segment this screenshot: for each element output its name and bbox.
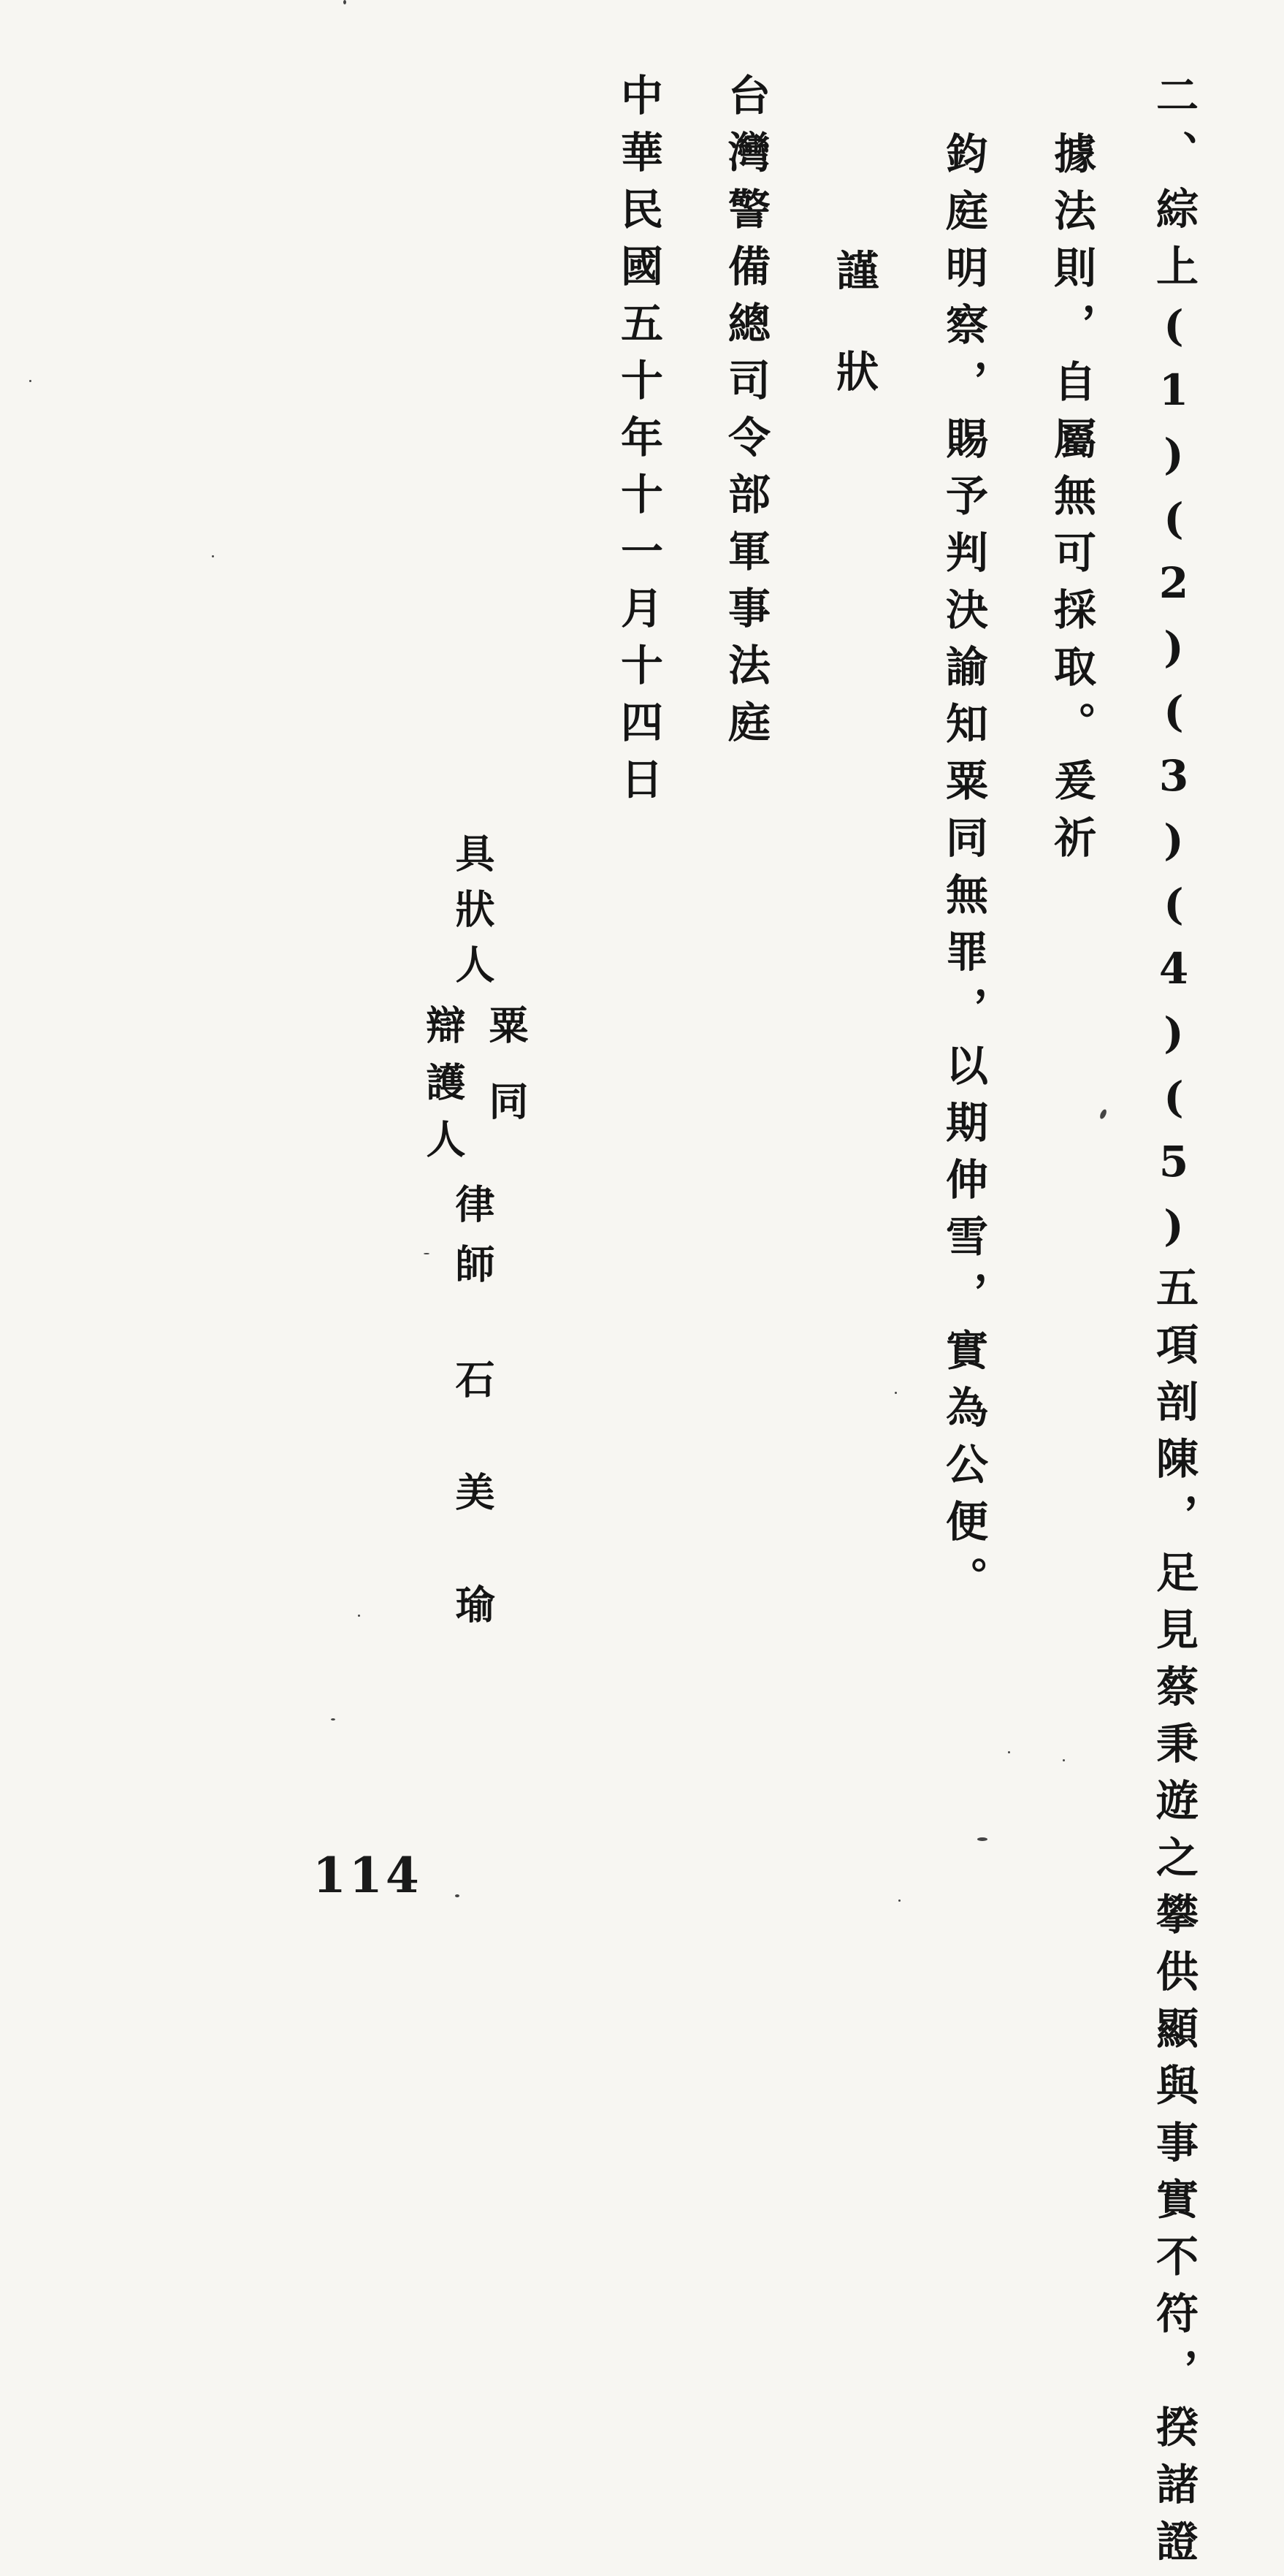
text-column-1: 二、綜上(1)(2)(3)(4)(5)五項剖陳，足見蔡秉遊之攀供顯與事實不符，揆諸證 — [1149, 73, 1199, 2576]
scan-speck — [424, 1253, 429, 1254]
scan-speck — [977, 1837, 987, 1841]
scan-speck — [1098, 1108, 1107, 1120]
scan-speck — [212, 555, 214, 557]
scan-speck — [1063, 1759, 1065, 1761]
scan-speck — [29, 380, 31, 382]
petitioner-label: 具狀人 — [449, 833, 496, 999]
scan-speck — [1008, 1751, 1010, 1753]
closing-phrase: 謹狀 — [829, 248, 879, 450]
scan-speck — [898, 1899, 901, 1902]
attorney-label: 辯護人 — [420, 1005, 467, 1175]
text-column-2: 據法則，自屬無可採取。爰祈 — [1047, 132, 1096, 872]
attorney-name: 石美瑜 — [449, 1359, 496, 1696]
court-addressee: 台灣警備總司令部軍事法庭 — [721, 73, 771, 757]
scan-speck — [343, 0, 346, 4]
text-column-3: 鈞庭明察，賜予判決諭知粟同無罪，以期伸雪，實為公便。 — [939, 132, 988, 1613]
scan-speck — [331, 1718, 335, 1720]
scan-speck — [358, 1615, 360, 1617]
attorney-title: 律師 — [449, 1184, 496, 1303]
document-date: 中華民國五十年十一月十四日 — [614, 73, 663, 814]
scan-speck — [455, 1894, 459, 1897]
page-number: 114 — [313, 1847, 422, 1904]
petitioner-name: 粟同 — [483, 1005, 530, 1156]
scan-speck — [895, 1392, 897, 1394]
